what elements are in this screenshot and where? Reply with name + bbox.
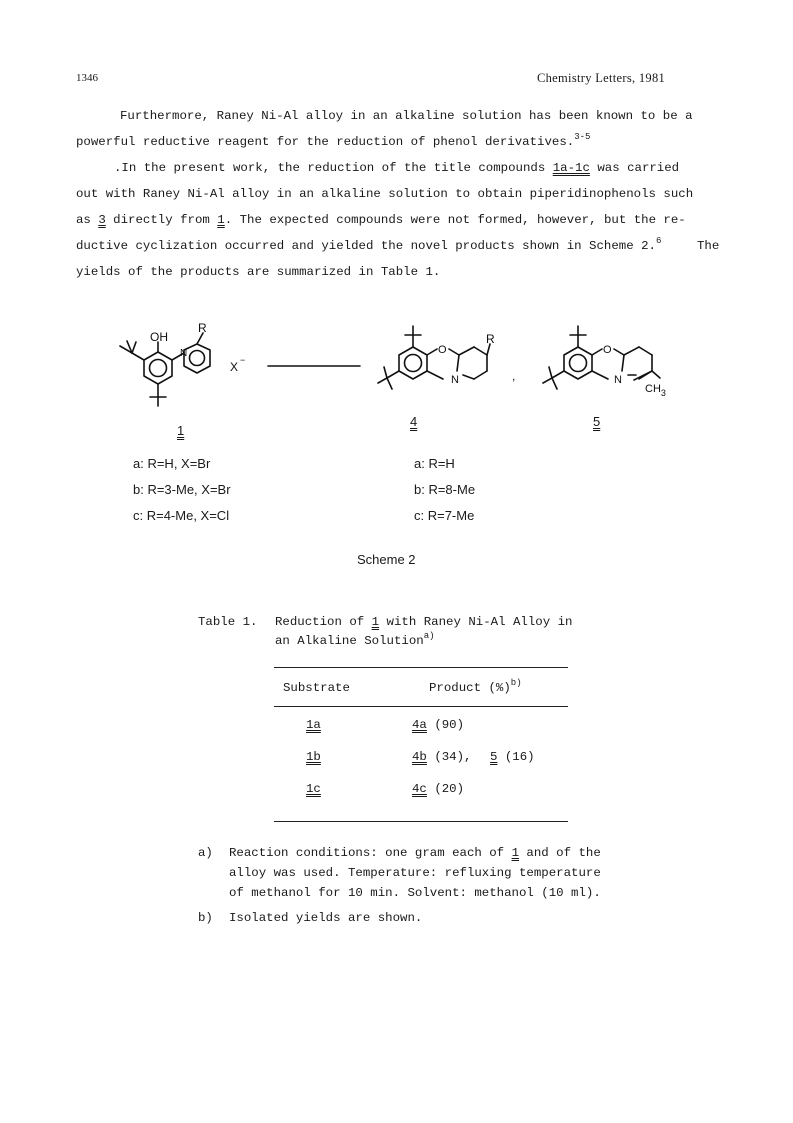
- paragraph-2-line-4: ductive cyclization occurred and yielded the novel products shown in Scheme 2.$^6$: [76, 236, 662, 253]
- table-top-rule: [274, 667, 568, 668]
- row-substrate: 1a: [306, 718, 321, 732]
- paragraph-2-line-4-end: The: [697, 239, 720, 253]
- row-product: 4b (34),: [412, 750, 472, 764]
- table-bottom-rule: [274, 821, 568, 822]
- footnote-b-marker: b): [198, 911, 213, 925]
- table-title-compound-ref: 1: [371, 615, 380, 629]
- row-product-secondary: 5 (16): [490, 750, 535, 764]
- paragraph-1-line-2: powerful reductive reagent for the reduction of phenol derivatives.$^{3-5}$: [76, 132, 591, 149]
- compound-5-label: 5: [593, 414, 601, 429]
- footnote-a-line-3: of methanol for 10 min. Solvent: methanol (10 ml).: [229, 886, 601, 900]
- scheme-caption: Scheme 2: [357, 552, 416, 567]
- table-title-note: a): [423, 631, 435, 641]
- table-title-line-1: Reduction of 1 with Raney Ni-Al Alloy in: [275, 615, 573, 629]
- table-label: Table 1.: [198, 615, 258, 629]
- atom-r-1: R: [198, 321, 207, 335]
- compound-1-phenol-ring: [144, 352, 172, 384]
- scheme-2-structures: [0, 310, 793, 440]
- atom-o-5: O: [603, 344, 612, 356]
- footnote-b-line-1: Isolated yields are shown.: [229, 911, 423, 925]
- row-substrate: 1c: [306, 782, 321, 796]
- footnote-a-marker: a): [198, 846, 213, 860]
- svg-text:,: ,: [512, 369, 516, 383]
- row-product: 4a (90): [412, 718, 465, 732]
- ch3-label: $CH_3$: [645, 383, 666, 398]
- compound-4-label: 4: [410, 414, 418, 429]
- footnote-a-line-1: Reaction conditions: one gram each of 1 and of the: [229, 846, 601, 860]
- paragraph-2-line-5: yields of the products are summarized in Table 1.: [76, 265, 441, 279]
- column-header-product-note: b): [510, 678, 522, 688]
- compound-4a-substituents: a: R=H: [414, 456, 455, 471]
- atom-oh: OH: [150, 330, 168, 344]
- compound-3-ref: 3: [98, 213, 106, 227]
- table-title-line-2: an Alkaline Solution$^{a)}$: [275, 631, 435, 648]
- page-number: 1346: [76, 72, 98, 84]
- paragraph-1-line-1: Furthermore, Raney Ni-Al alloy in an alkaline solution has been known to be a: [120, 109, 693, 123]
- compound-1-label: 1: [177, 423, 185, 438]
- compound-1-ref: 1: [217, 213, 225, 227]
- atom-r-4: R: [486, 332, 495, 346]
- column-header-substrate: Substrate: [283, 681, 350, 695]
- atom-n-4: N: [451, 374, 459, 386]
- compound-1b-substituents: b: R=3-Me, X=Br: [133, 482, 231, 497]
- compound-4b-substituents: b: R=8-Me: [414, 482, 476, 497]
- table-row: [0, 782, 793, 802]
- svg-text:−: −: [240, 355, 246, 365]
- atom-n-plus: N: [180, 348, 188, 359]
- atom-o-4: O: [438, 344, 447, 356]
- compound-1c-substituents: c: R=4-Me, X=Cl: [133, 508, 230, 523]
- row-product: 4c (20): [412, 782, 465, 796]
- compound-1-pyridinium-ring: [184, 344, 210, 373]
- footnote-compound-ref: 1: [511, 846, 519, 860]
- compound-range-ref: 1a-1c: [552, 161, 590, 175]
- compound-5-benzene-ring: [564, 347, 592, 379]
- footnote-a-line-2: alloy was used. Temperature: refluxing temperature: [229, 866, 601, 880]
- compound-4-benzene-ring: [399, 347, 427, 379]
- paragraph-2-line-1: .In the present work, the reduction of the title compounds 1a-1c was carried: [114, 161, 680, 175]
- column-header-product: Product (%)$^{b)}$: [429, 678, 522, 695]
- paragraph-2-line-3: as 3 directly from 1. The expected compounds were not formed, however, but the re-: [76, 213, 686, 227]
- table-header-rule: [274, 706, 568, 707]
- counter-ion-x: X: [230, 360, 239, 374]
- atom-n-5: N: [614, 374, 622, 386]
- paragraph-2-line-2: out with Raney Ni-Al alloy in an alkaline solution to obtain piperidinophenols such: [76, 187, 694, 201]
- row-substrate: 1b: [306, 750, 321, 764]
- journal-header: Chemistry Letters, 1981: [537, 71, 666, 85]
- reference-3-5: 3-5: [574, 132, 591, 142]
- table-row: [0, 750, 793, 770]
- compound-1a-substituents: a: R=H, X=Br: [133, 456, 211, 471]
- table-row: [0, 718, 793, 738]
- compound-4c-substituents: c: R=7-Me: [414, 508, 475, 523]
- reference-6: 6: [655, 236, 662, 246]
